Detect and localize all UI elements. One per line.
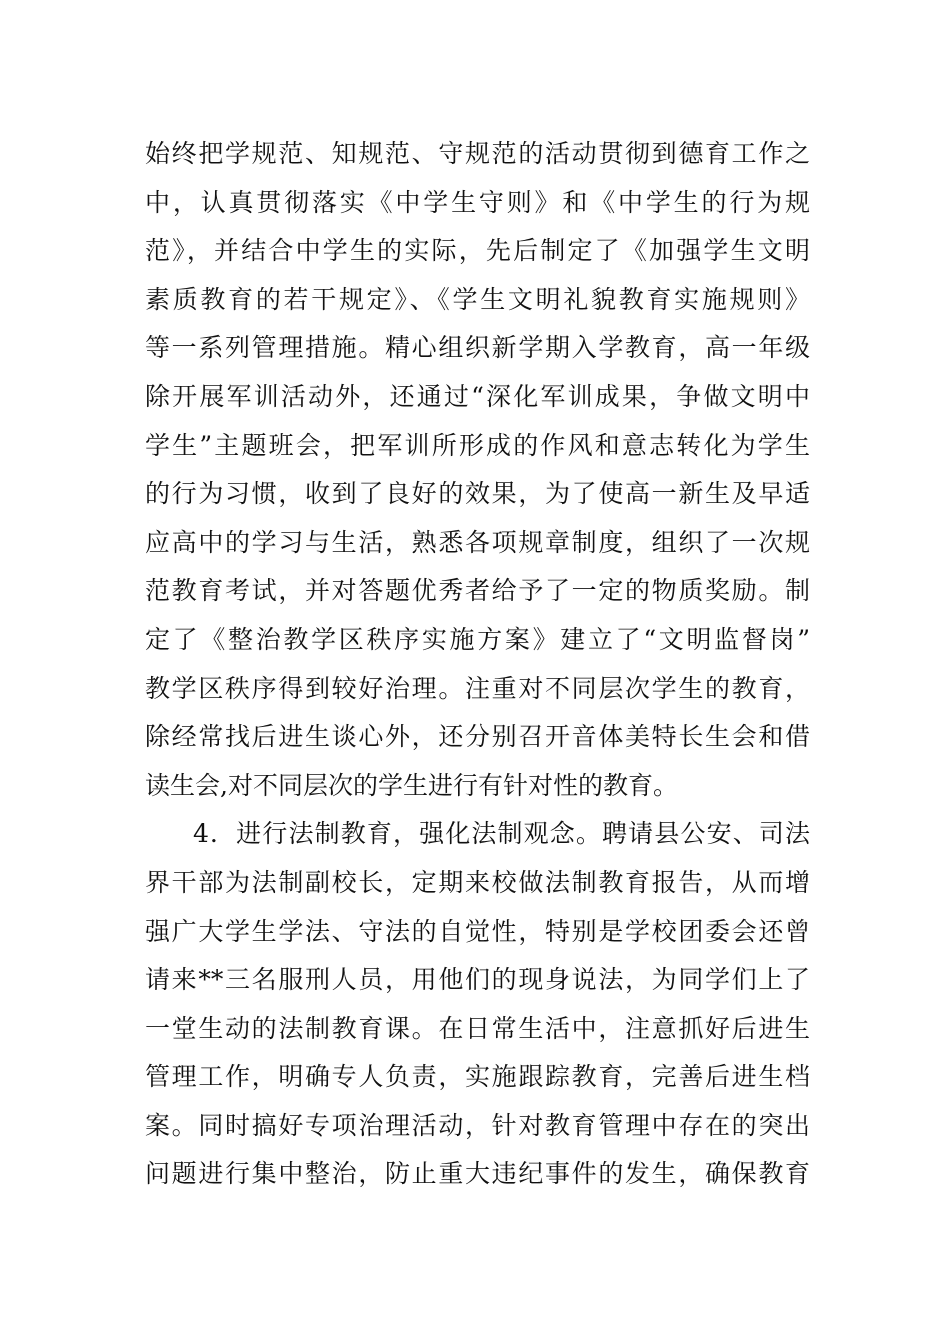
text-line: 除开展军训活动外，还通过“深化军训成果，争做文明中 xyxy=(145,381,810,411)
text-line: 除经常找后进生谈心外，还分别召开音体美特长生会和借 xyxy=(145,722,810,752)
text-line: 应高中的学习与生活，熟悉各项规章制度，组织了一次规 xyxy=(145,527,810,557)
text-line: 问题进行集中整治，防止重大违纪事件的发生，确保教育 xyxy=(145,1159,810,1189)
text-line: 范》，并结合中学生的实际，先后制定了《加强学生文明 xyxy=(145,236,810,266)
text-line: 案。同时搞好专项治理活动，针对教育管理中存在的突出 xyxy=(145,1110,810,1140)
text-line: 学生”主题班会，把军训所形成的作风和意志转化为学生 xyxy=(145,430,810,460)
text-line: 一堂生动的法制教育课。在日常生活中，注意抓好后进生 xyxy=(145,1013,810,1043)
text-line: 范教育考试，并对答题优秀者给予了一定的物质奖励。制 xyxy=(145,576,810,606)
text-line: 始终把学规范、知规范、守规范的活动贯彻到德育工作之 xyxy=(145,139,810,168)
body-text xyxy=(145,130,810,1199)
text-line: 管理工作，明确专人负责，实施跟踪教育，完善后进生档 xyxy=(145,1062,810,1092)
text-line: 强广大学生学法、守法的自觉性，特别是学校团委会还曾 xyxy=(145,916,810,946)
text-line: 定了《整治教学区秩序实施方案》建立了“文明监督岗” xyxy=(145,624,810,654)
text-line: 中，认真贯彻落实《中学生守则》和《中学生的行为规 xyxy=(145,187,810,217)
paragraph-end-line: 读生会,对不同层次的学生进行有针对性的教育。 xyxy=(145,770,678,800)
text-line: 界干部为法制副校长，定期来校做法制教育报告，从而增 xyxy=(145,867,810,897)
text-line: 素质教育的若干规定》、《学生文明礼貌教育实施规则》 xyxy=(145,284,810,314)
text-line: 等一系列管理措施。精心组织新学期入学教育，高一年级 xyxy=(145,333,810,363)
text-line: 的行为习惯，收到了良好的效果，为了使高一新生及早适 xyxy=(145,479,810,509)
text-line: 教学区秩序得到较好治理。注重对不同层次学生的教育， xyxy=(145,673,810,703)
text-line: 请来**三名服刑人员，用他们的现身说法，为同学们上了 xyxy=(145,965,810,995)
paragraph-start-line: 4．进行法制教育，强化法制观念。聘请县公安、司法 xyxy=(193,819,810,849)
